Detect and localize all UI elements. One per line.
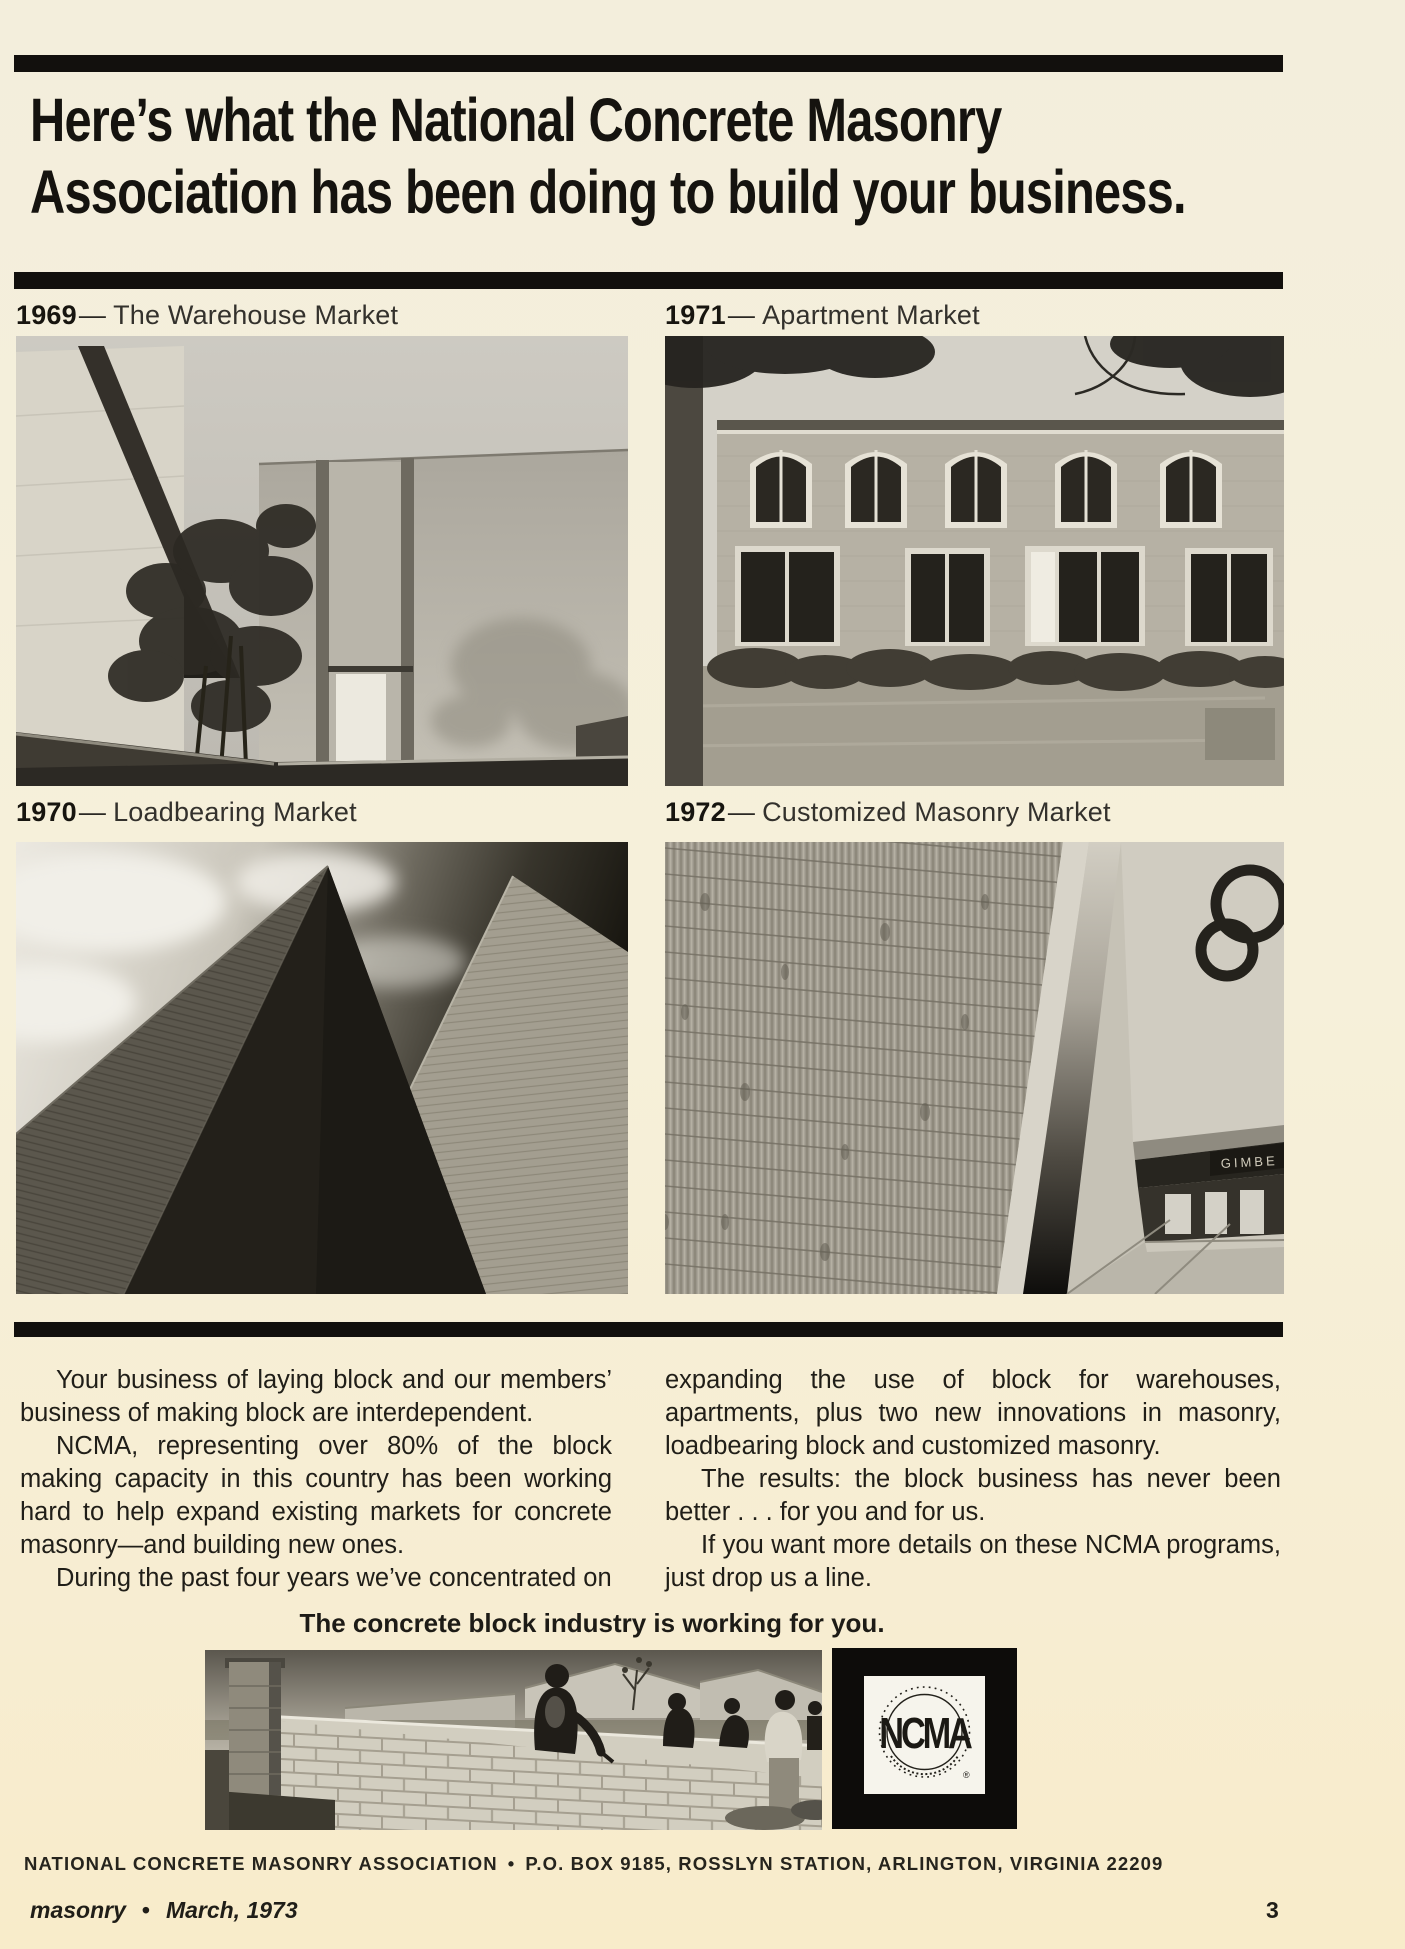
magazine-name: masonry — [30, 1897, 126, 1923]
caption-dash: — — [78, 300, 107, 330]
page-number: 3 — [1266, 1897, 1279, 1923]
page-title — [30, 84, 1405, 228]
caption-title: The Warehouse Market — [113, 300, 399, 330]
headline-line-2: Association has been doing to build your business. — [30, 158, 1186, 226]
industry-tagline: The concrete block industry is working for you. — [299, 1608, 885, 1638]
paragraph: During the past four years we’ve concentrated on — [56, 1564, 612, 1592]
organization-name: NATIONAL CONCRETE MASONRY ASSOCIATION — [24, 1853, 498, 1874]
caption-year: 1972 — [665, 797, 726, 827]
headline-line-1: Here’s what the National Concrete Masonry — [30, 86, 1002, 154]
loadbearing-photo-illustration — [16, 842, 628, 1294]
headline-rule-bar — [14, 272, 1283, 289]
ncma-seal — [864, 1676, 985, 1794]
bullet-separator: • — [141, 1897, 150, 1923]
top-rule-bar — [14, 55, 1283, 72]
caption-title: Customized Masonry Market — [762, 797, 1111, 827]
body-column-left — [20, 1364, 612, 1595]
paragraph: Your business of laying block and our members’ business of making block are interdependent. — [20, 1366, 612, 1427]
masons-photo-illustration — [205, 1650, 822, 1830]
photo-masons-laying-block — [205, 1650, 822, 1830]
caption-dash: — — [78, 797, 107, 827]
issue-date: March, 1973 — [165, 1897, 298, 1923]
photos-rule-bar — [14, 1322, 1283, 1337]
caption-year: 1971 — [665, 300, 726, 330]
photo-customized-1972 — [665, 842, 1284, 1294]
customized-masonry-photo-illustration — [665, 842, 1284, 1294]
ncma-seal-illustration — [864, 1676, 985, 1794]
photo-apartment-1971 — [665, 336, 1284, 786]
body-column-right — [665, 1364, 1281, 1595]
caption-dash: — — [727, 797, 756, 827]
paragraph: NCMA, representing over 80% of the block making capacity in this country has been working hard to help expand existing markets for concrete masonry—and building new ones. — [20, 1432, 612, 1559]
ncma-acronym: NCMA — [879, 1708, 970, 1759]
paragraph: If you want more details on these NCMA programs, just drop us a line. — [665, 1531, 1281, 1592]
caption-dash: — — [727, 300, 756, 330]
masthead-line — [30, 1897, 298, 1924]
organization-address-line — [24, 1853, 1163, 1875]
caption-1972-customized — [665, 797, 1111, 828]
organization-address: P.O. BOX 9185, ROSSLYN STATION, ARLINGTON, VIRGINIA 22209 — [525, 1853, 1164, 1874]
paragraph: expanding the use of block for warehouses, apartments, plus two new innovations in masonry, loadbearing block and customized masonry. — [665, 1366, 1281, 1460]
apartment-photo-illustration — [665, 336, 1284, 786]
bullet-separator: • — [507, 1853, 516, 1874]
ncma-logo — [832, 1648, 1017, 1829]
caption-year: 1970 — [16, 797, 77, 827]
photo-warehouse-1969 — [16, 336, 628, 786]
registered-mark: ® — [963, 1770, 970, 1780]
caption-title: Apartment Market — [762, 300, 980, 330]
caption-1970-loadbearing — [16, 797, 357, 828]
gimbels-sign-text: GIMBE — [1220, 1153, 1279, 1171]
photo-loadbearing-1970 — [16, 842, 628, 1294]
caption-year: 1969 — [16, 300, 77, 330]
warehouse-photo-illustration — [16, 336, 628, 786]
caption-title: Loadbearing Market — [113, 797, 357, 827]
paragraph: The results: the block business has never been better . . . for you and for us. — [665, 1465, 1281, 1526]
caption-1971-apartment — [665, 300, 980, 331]
caption-1969-warehouse — [16, 300, 398, 331]
